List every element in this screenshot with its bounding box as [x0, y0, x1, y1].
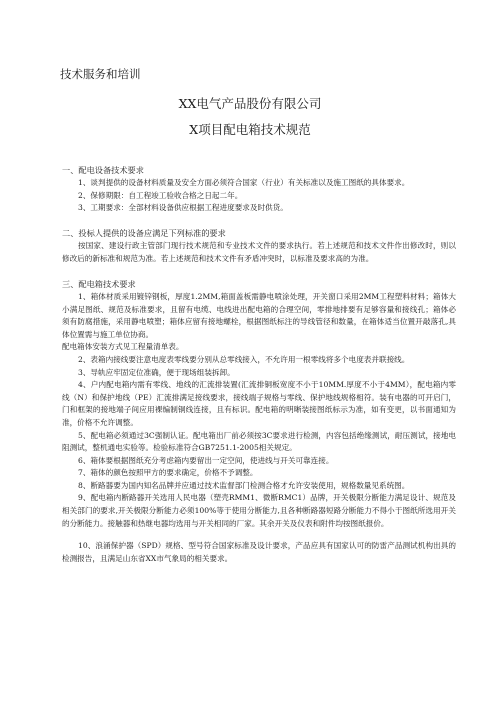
- paragraph: 按国家、建设行政主管部门现行技术规范和专业技术文件的要求执行。若上述规范和技术文件作出修改时，则以修改后的新标准和规范为准。若上述规范和技术文件有矛盾冲突时，以标准及要求高的为准。: [62, 241, 456, 263]
- header-label: 技术服务和培训: [60, 67, 141, 81]
- section-heading: 二、投标人提供的设备应满足下列标准的要求: [62, 228, 226, 239]
- spec-title: X项目配电箱技术规范: [189, 122, 311, 137]
- section-heading: 三、配电箱技术要求: [62, 278, 136, 289]
- document-body: [62, 164, 456, 565]
- section-heading: 一、配电设备技术要求: [62, 165, 144, 175]
- paragraph: 3、导轨应牢固定位准确，便于现场组装拆卸。: [78, 367, 235, 377]
- paragraph: 7、箱体的颜色按照甲方的要求确定，价格不予调整。: [78, 468, 258, 478]
- section-distribution-box: [62, 278, 456, 565]
- paragraph: 1、谈判提供的设备材料质量及安全方面必须符合国家（行业）有关标准以及施工图纸的具体要求。: [78, 178, 410, 187]
- section-equipment-requirements: [62, 164, 456, 215]
- paragraph: 6、箱体要根据图纸充分考虑箱内要留出一定空间，使进线与开关可靠连接。: [78, 455, 334, 465]
- paragraph: 1、箱体材质采用镀锌钢板，厚度1.2MM,箱面盖板需静电喷涂处理，开关窗口采用2MM工程塑料材料；箱体大小满足图纸、规范及标准要求，且留有电缆、电线进出配电箱的合理空间，零排地排要有足够容量和接线孔；箱体必须有防腐措施，采用静电喷塑；箱体应留有接地螺栓，根据图纸标注的导线管径和数量，在箱体适当位置开敲落孔,具体位置需与施工单位协商。: [62, 291, 456, 339]
- paragraph: 配电箱体安装方式见工程量清单表。: [62, 342, 184, 352]
- paragraph: 9、配电箱内断路器开关选用人民电器（塑壳RMM1、微断RMC1）品牌，开关极限分断能力满足设计、规范及相关部门的要求,开关极限分断能力必须100%等于使用分断能力,且各种断路器短路分断能力不得小于图纸所选用开关的分断能力。接触器和热继电器均选用与开关相同的厂家。其余开关及仪表和附件均按图纸报价。: [62, 493, 456, 528]
- paragraph: 3、工期要求：全部材料设备供应根据工程进度要求及时供货。: [78, 203, 288, 213]
- section-standards: [62, 227, 456, 265]
- paragraph: 2、表箱内接线要注意电度表零线要分别从总零线接入，不允许用一根零线将多个电度表并联接线。: [78, 354, 410, 364]
- paragraph: 5、配电箱必须通过3C强制认证。配电箱出厂前必须按3C要求进行检测，内容包括绝缘测试，耐压测试，接地电阻测试，整机通电实验等。检验标准符合GB7251.1-2005相关规定。: [62, 430, 456, 453]
- paragraph: 2、保修期限：自工程竣工验收合格之日起二年。: [78, 190, 243, 200]
- company-title: XX电气产品股份有限公司: [178, 96, 322, 111]
- paragraph: 4、户内配电箱内需有零线、地线的汇流排装置(汇流排铜板宽度不小于10MM.厚度不小于4MM），配电箱内零线（N）和保护地线（PE）汇流排满足接线要求，接线端子规格与零线、保护地线规格相符。装有电器的可开启门，门和框架的接地端子间应用裸编制铜线连接，且有标识。配电箱的明晰装接图纸标示为准，如有变更，以书面通知为准，价格不允许调整。: [62, 380, 456, 427]
- paragraph: 10、浪涌保护器（SPD）规格、型号符合国家标准及设计要求，产品应具有国家认可的防雷产品测试机构出具的检测报告，且满足山东省XX市气象局的相关要求。: [62, 541, 456, 563]
- paragraph: 8、断路器要为国内知名品牌并应通过技术监督部门检测合格才允许安装使用，规格数量见系统图。: [78, 480, 410, 490]
